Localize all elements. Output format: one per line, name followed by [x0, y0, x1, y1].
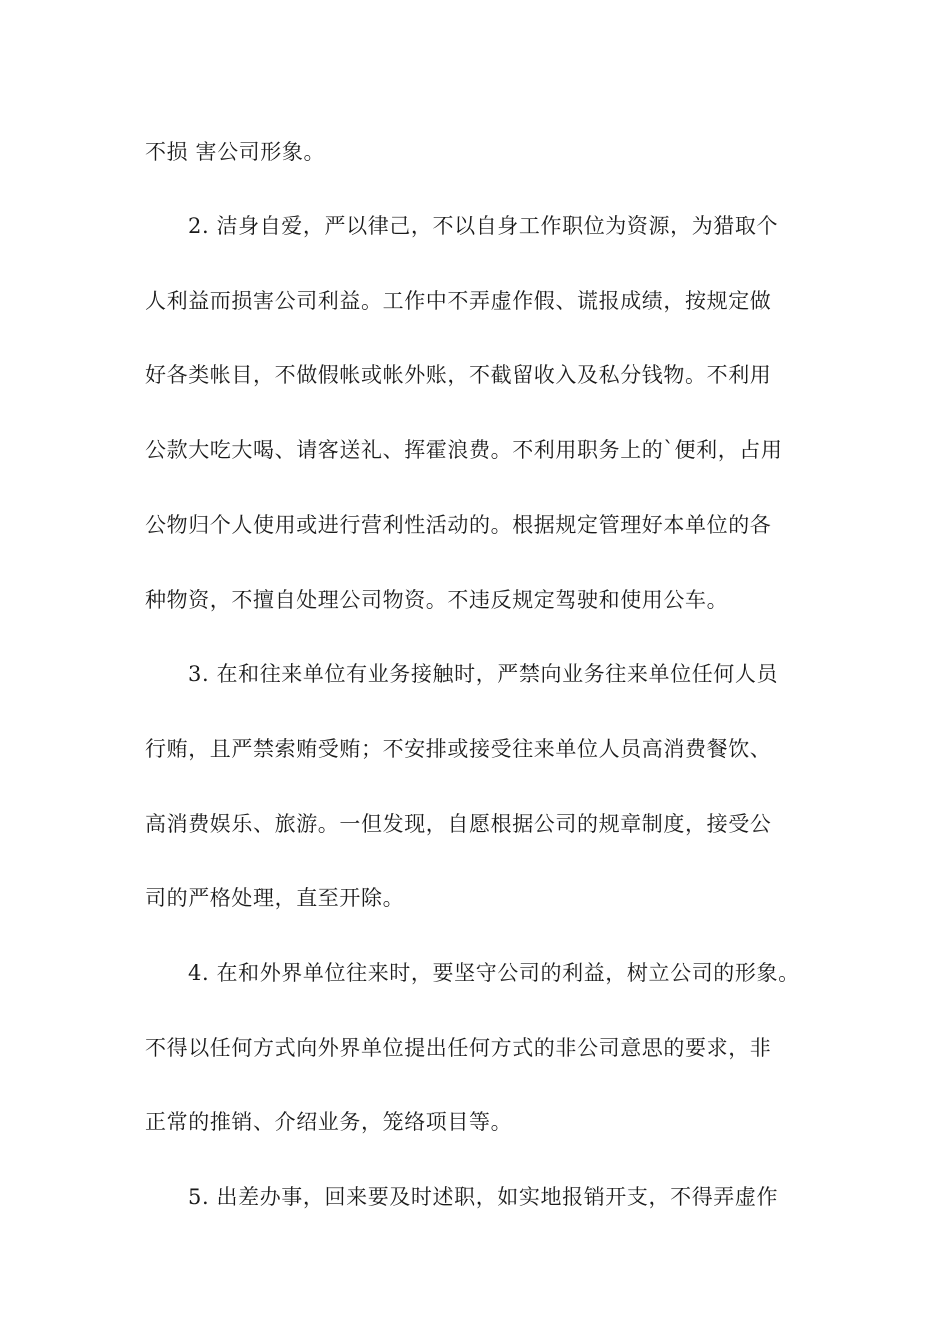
text-line: 行贿，且严禁索贿受贿；不安排或接受往来单位人员高消费餐饮、: [145, 737, 772, 761]
text-line: 司的严格处理，直至开除。: [145, 886, 405, 910]
text-line: 好各类帐目，不做假帐或帐外账，不截留收入及私分钱物。不利用: [145, 363, 772, 387]
text-line: 公款大吃大喝、请客送礼、挥霍浪费。不利用职务上的`便利，占用: [145, 438, 783, 462]
text-line: 种物资，不擅自处理公司物资。不违反规定驾驶和使用公车。: [145, 588, 729, 612]
text-line: 人利益而损害公司利益。工作中不弄虚作假、谎报成绩，按规定做: [145, 289, 772, 313]
text-line: 3. 在和往来单位有业务接触时，严禁向业务往来单位任何人员: [188, 662, 779, 686]
text-line: 公物归个人使用或进行营利性活动的。根据规定管理好本单位的各: [145, 513, 772, 537]
text-line: 正常的推销、介绍业务，笼络项目等。: [145, 1110, 513, 1134]
text-line: 4. 在和外界单位往来时，要坚守公司的利益，树立公司的形象。: [188, 961, 800, 985]
text-line: 5. 出差办事，回来要及时述职，如实地报销开支，不得弄虚作: [188, 1185, 779, 1209]
text-line: 不得以任何方式向外界单位提出任何方式的非公司意思的要求，非: [145, 1036, 772, 1060]
text-line: 2. 洁身自爱，严以律己，不以自身工作职位为资源，为猎取个: [188, 214, 779, 238]
text-line: 高消费娱乐、旅游。一但发现，自愿根据公司的规章制度，接受公: [145, 812, 772, 836]
text-line: 不损 害公司形象。: [145, 140, 326, 164]
